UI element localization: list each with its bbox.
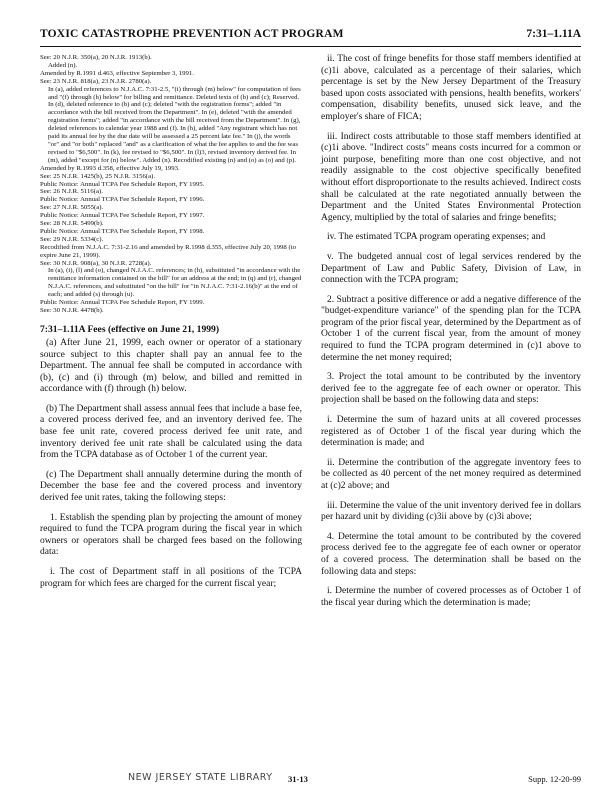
history-note: See: 28 N.J.R. 5499(b).: [40, 220, 104, 228]
running-title: TOXIC CATASTROPHE PREVENTION ACT PROGRAM: [40, 28, 344, 40]
left-paragraphs: [40, 338, 302, 590]
library-stamp: NEW JERSEY STATE LIBRARY: [128, 772, 273, 783]
history-note: Added (n).: [48, 61, 78, 69]
rule-paragraph: (a) After June 21, 1999, each owner or operator of a stationary source subject to this chapter shall pay an annual fee to the Department. The annual fee shall be computed in accordance with (b), (c) and (i) through (m) below, and billed and remitted in accordance with (f) through (h) below.: [40, 337, 302, 395]
right-column: [321, 54, 581, 617]
history-note: See: 20 N.J.R. 350(a), 20 N.J.R. 1913(b).: [40, 54, 152, 61]
rule-paragraph: v. The budgeted annual cost of legal services rendered by the Department of Law and Public Safety, Division of Law, in connection with the TCPA program;: [321, 251, 581, 286]
left-column: [40, 54, 302, 598]
history-note: See: 25 N.J.R. 1425(b), 25 N.J.R. 3156(a).: [40, 172, 156, 180]
rule-paragraph: 1. Establish the spending plan by projecting the amount of money required to fund the TCPA program during the fiscal year in which owners or operators shall be charged fees based on the following data:: [40, 512, 302, 558]
supplement-date: Supp. 12-20-99: [528, 774, 581, 784]
page-footer: [40, 774, 581, 788]
section-number: 7:31–1.11A: [526, 28, 581, 40]
history-note: See: 26 N.J.R. 5116(a).: [40, 188, 103, 196]
rule-paragraph: 3. Project the total amount to be contributed by the inventory derived fee to the aggregate fee of each owner or operator. This projection shall be based on the following data and steps:: [321, 372, 581, 406]
history-note: Public Notice: Annual TCPA Fee Schedule Report, FY 1999.: [40, 299, 205, 307]
rule-paragraph: i. The cost of Department staff in all positions of the TCPA program for which fees are charged for the current fiscal year;: [40, 567, 302, 589]
rule-paragraph: i. Determine the sum of hazard units at all covered processes registered as of October 1 of the fiscal year during which the determination is made; and: [321, 415, 581, 449]
rule-paragraph: 2. Subtract a positive difference or add a negative difference of the "budget-expenditure variance" of the spending plan for the TCPA program of the prior fiscal year, determined by the Department as of October 1 of the current fiscal year, from the amount of money required to fund the TCPA program determined in (c)1 above to determine the net money required;: [321, 294, 581, 363]
rule-paragraph: ii. Determine the contribution of the aggregate inventory fees to be collected as 40 percent of the net money required as determined at (c)2 above; and: [321, 457, 581, 491]
page-number: 31-13: [288, 774, 308, 784]
history-notes: [40, 54, 302, 315]
rule-paragraph: iii. Indirect costs attributable to those staff members identified at (c)1i above. "Indirect costs" means costs incurred for a common or joint purpose, benefiting more than one cost objective, and not readily assignable to the cost objective specifically benefited without effort disproportionate to the results achieved. Indirect costs shall be calculated at the rate negotiated annually between the Department and the United States Environmental Protection Agency, multiplied by the total of salaries and fringe benefits;: [321, 131, 581, 223]
history-note: Amended by R.1991 d.463, effective September 3, 1991.: [40, 69, 194, 77]
history-note: See: 29 N.J.R. 5334(c).: [40, 235, 104, 243]
history-note: Public Notice: Annual TCPA Fee Schedule Report, FY 1996.: [40, 196, 205, 204]
history-note: See: 30 N.J.R. 908(a), 30 N.J.R. 2728(a).: [40, 259, 152, 267]
history-note: Recodified from N.J.A.C. 7:31-2.16 and amended by R.1998 d.355, effective July 20, 1998 (to expire June 21, 1999).: [40, 243, 296, 259]
section-heading: 7:31–1.11A Fees (effective on June 21, 1999): [40, 323, 220, 335]
rule-paragraph: iv. The estimated TCPA program operating expenses; and: [327, 232, 546, 243]
rule-paragraph: iii. Determine the value of the unit inventory derived fee in dollars per hazard unit by dividing (c)3ii above by (c)3i above;: [321, 500, 581, 523]
history-note: Public Notice: Annual TCPA Fee Schedule Report, FY 1997.: [40, 212, 205, 220]
history-note: In (a), added references to N.J.A.C. 7:31-2.5, "(i) through (m) below" for computation of fees and "(f) through (h) below" for billing and remittance. Deleted texts of (b) and (c); Reserved. In (d), deleted reference to (b) and (c); deleted "with the registration forms"; added "in accordance with the bill received from the Department". In (e), deleted "with the amended registration forms"; added "in accordance with the bill received from the Department". In (g), deleted references to calendar year 1988 and (f). In (h), added "Any registrant which has not paid its annual fee by the due date will be assessed a 25 percent late fee." In (j), the words "or" and "or both" replaced "and" as a clarification of what the fee applies to and the fee was revised to "$6,500". In (k), fee revised to "$6,500". In (l)3, revised inventory derived fee. In (m), added "except for (n) below". Added (n). Recodified existing (n) and (o) as (o) and (p).: [48, 85, 301, 164]
history-note: In (a), (i), (l) and (o), changed N.J.A.C. references; in (h), substituted "in accordance with the remittance information contained on the bill" for an address at the end; in (q) and (r), changed N.J.A.C. references, and substituted "on the bill" for "in N.J.A.C. 7:31-2.16(b)" at the end of each; and added (s) through (u).: [48, 267, 302, 299]
rule-paragraph: 4. Determine the total amount to be contributed by the covered process derived fee to the aggregate fee of each owner or operator of a covered process. The determination shall be based on the following data and steps:: [321, 531, 581, 577]
history-note: Amended by R.1993 d.358, effective July 19, 1993.: [40, 164, 180, 172]
rule-paragraph: i. Determine the number of covered processes as of October 1 of the fiscal year during which the determination is made;: [321, 586, 581, 608]
history-note: See: 30 N.J.R. 4478(b).: [40, 307, 104, 314]
history-note: Public Notice: Annual TCPA Fee Schedule Report, FY 1995.: [40, 180, 205, 188]
rule-paragraph: ii. The cost of fringe benefits for those staff members identified at (c)1i above, calculated as a percentage of their salaries, which percentage is set by the New Jersey Department of the Treasury based upon costs associated with pensions, health benefits, workers' compensation, disability benefits, unused sick leave, and the employer's share of FICA;: [321, 54, 581, 122]
rule-paragraph: (c) The Department shall annually determine during the month of December the base fee and the covered process and inventory derived fee unit rates, taking the following steps:: [40, 469, 302, 504]
rule-paragraph: (b) The Department shall assess annual fees that include a base fee, a covered process derived fee, and an inventory derived fee. The base fee unit rate, covered process derived fee unit rate, and inventory derived fee unit rate shall be calculated using the data from the TCPA database as of October 1 of the current year.: [40, 403, 302, 461]
running-header: [40, 28, 581, 47]
history-note: Public Notice: Annual TCPA Fee Schedule Report, FY 1998.: [40, 227, 205, 235]
history-note: See: 27 N.J.R. 5055(a).: [40, 204, 104, 212]
right-paragraphs: [321, 54, 581, 609]
history-note: See: 23 N.J.R. 818(a), 23 N.J.R. 2780(a).: [40, 77, 152, 85]
